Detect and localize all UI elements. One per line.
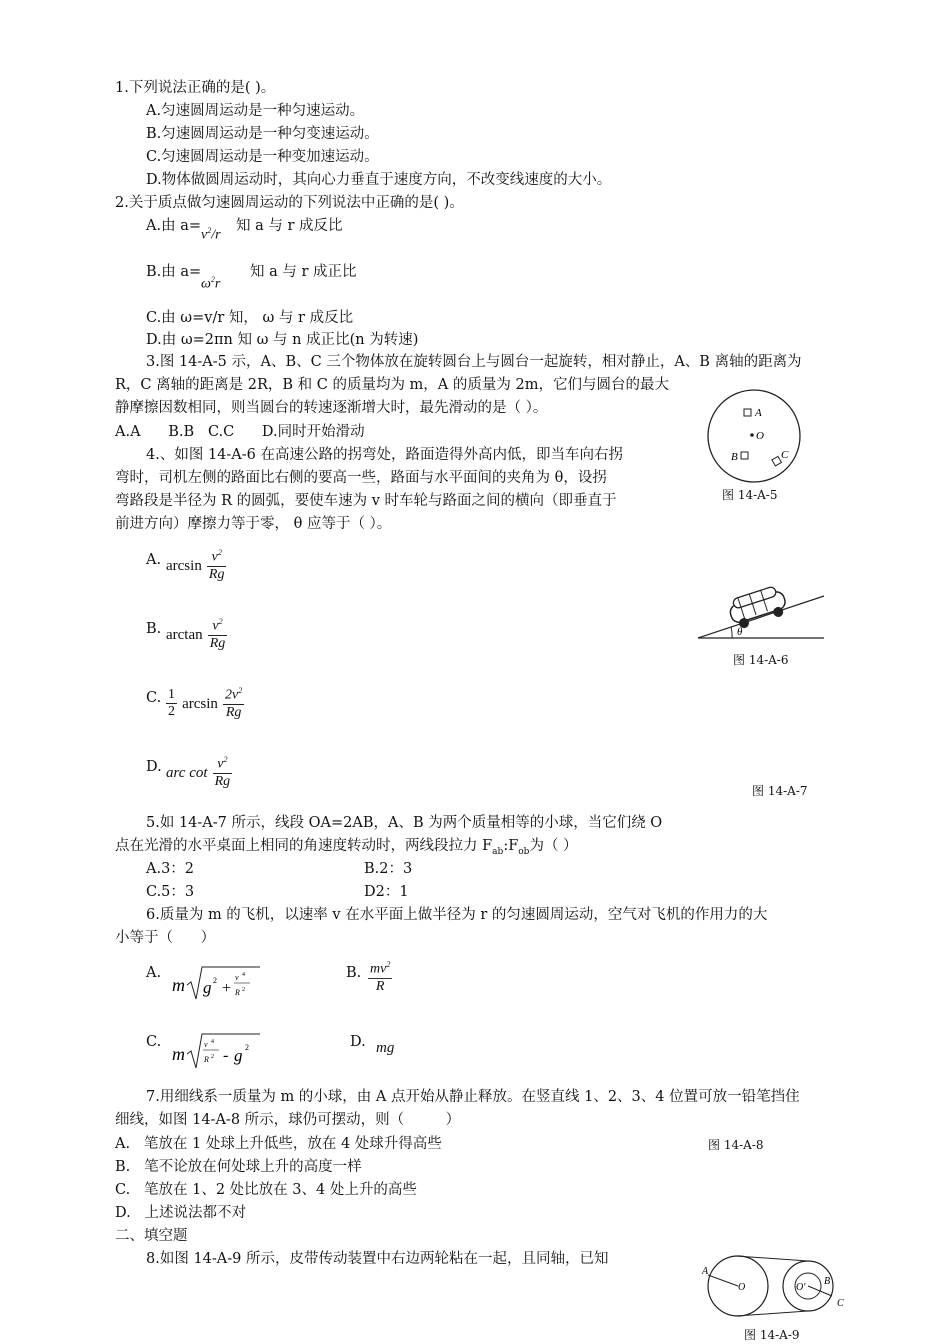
label-a: A (702, 1266, 709, 1277)
q6-option-d-formula: mg (376, 1040, 395, 1056)
object-a (744, 409, 751, 416)
svg-text:m: m (172, 1044, 185, 1064)
q5-line1: 5.如 14-A-7 所示，线段 OA=2AB，A、B 为两个质量相等的小球，当它们绕 O (146, 815, 663, 831)
svg-text:m: m (172, 975, 185, 995)
q4-d-fn: arc cot (166, 764, 208, 781)
q2-option-c: C.由 ω=v/r 知， ω 与 r 成反比 (146, 310, 354, 326)
q4-b-fn: arctan (166, 626, 203, 643)
q5-line2-end: 为（ ） (529, 838, 578, 854)
svg-text:2: 2 (242, 987, 245, 993)
svg-text:R: R (204, 1055, 209, 1064)
q2-option-a-post: 知 a 与 r 成反比 (236, 218, 343, 234)
figure-14-a-6 (696, 568, 826, 642)
q3-options: A.A B.B C.C D.同时开始滑动 (115, 424, 365, 440)
q1-stem: 1.下列说法正确的是( )。 (115, 80, 276, 96)
q5-sub-ob: ob (518, 846, 530, 857)
q2-option-a-pre: A.由 a= (146, 218, 201, 234)
figure-caption-14-a-5: 图 14-A-5 (722, 488, 778, 502)
svg-text:2: 2 (213, 976, 217, 985)
q2-option-b (146, 262, 201, 282)
q5-option-d: D2：1 (364, 884, 409, 900)
q6-option-a-formula (172, 963, 264, 1003)
q4-line1: 4.、如图 14-A-6 在高速公路的拐弯处，路面造得外高内低，即当车向右拐 (146, 447, 623, 463)
q4-option-c-formula: $\frac{1}{2}$ arcsin $\frac{2v^2}{Rg}$ (168, 686, 243, 720)
q4-c-fn: arcsin (182, 695, 218, 712)
q5-line2 (115, 836, 578, 862)
label-b: B (731, 451, 738, 463)
q7-line2: 细线，如图 14-A-8 所示，球仍可摆动，则（ ） (115, 1112, 461, 1128)
q5-line2-mid: :F (503, 838, 519, 854)
q1-option-a: A.匀速圆周运动是一种匀速运动。 (146, 103, 365, 119)
label-b: B (824, 1276, 831, 1287)
q6-line2: 小等于（ ） (115, 930, 216, 946)
q4-line3: 弯路段是半径为 R 的圆弧，要使车速为 v 时车轮与路面之间的横向（即垂直于 (115, 493, 617, 509)
svg-text:4: 4 (242, 972, 245, 978)
figure-14-a-5 (700, 388, 810, 488)
q6-line1: 6.质量为 m 的飞机，以速率 v 在水平面上做半径为 r 的匀速圆周运动，空气对飞机的作用力的大 (146, 907, 768, 923)
q7-option-a: A. 笔放在 1 处球上升低些，放在 4 处球升得高些 (115, 1136, 442, 1152)
belt-bottom (736, 1311, 808, 1316)
q5-option-c: C.5：3 (146, 884, 195, 900)
svg-text:v: v (235, 973, 239, 982)
label-a: A (755, 407, 762, 419)
q6-option-b-formula: $\frac{mv^2}{R}$ (370, 960, 391, 994)
q4-line4: 前进方向）摩擦力等于零， θ 应等于（ ）。 (115, 516, 392, 532)
q7-option-b: B. 笔不论放在何处球上升的高度一样 (115, 1159, 362, 1175)
q2-b-formula: $\omega^2r$ (201, 275, 221, 292)
svg-text:-: - (223, 1047, 229, 1064)
label-c: C (781, 449, 789, 461)
q4-option-a-formula: arcsin $\frac{v^2}{Rg}$ (166, 548, 225, 582)
q5-sub-ab: ab (492, 846, 504, 857)
q1-option-b: B.匀速圆周运动是一种匀变速运动。 (146, 126, 379, 142)
q3-line1: 3.图 14-A-5 示，A、B、C 三个物体放在旋转圆台上与圆台一起旋转，相对静止，A、B 离轴的距离为 (146, 354, 802, 370)
label-o: O (756, 430, 764, 442)
q6-option-c-label: C. (146, 1034, 162, 1050)
svg-text:2: 2 (245, 1043, 249, 1052)
q6-option-a-label: A. (146, 965, 162, 981)
q3-line3: 静摩擦因数相同，则当圆台的转速逐渐增大时，最先滑动的是（ ）。 (115, 400, 548, 416)
svg-text:4: 4 (211, 1039, 214, 1045)
label-o-prime: O' (796, 1282, 806, 1293)
q4-a-fn: arcsin (166, 557, 202, 574)
object-b (741, 452, 748, 459)
belt-top (736, 1256, 808, 1261)
q5-option-a: A.3：2 (146, 861, 195, 877)
center-o (750, 433, 754, 437)
svg-text:g: g (203, 978, 212, 997)
radius-oa (708, 1275, 738, 1286)
q2-option-d: D.由 ω=2πn 知 ω 与 n 成正比(n 为转速) (146, 332, 419, 348)
turntable-circle (708, 390, 800, 482)
q8-line1: 8.如图 14-A-9 所示，皮带传动装置中右边两轮粘在一起，且同轴，已知 (146, 1251, 609, 1267)
svg-text:2: 2 (211, 1054, 214, 1060)
q2-option-b-post: 知 a 与 r 成正比 (250, 264, 357, 280)
svg-text:v: v (204, 1040, 208, 1049)
svg-text:R: R (235, 988, 240, 997)
q3-line2: R，C 离轴的距离是 2R，B 和 C 的质量均为 m，A 的质量为 2m，它们与圆台的最大 (115, 377, 669, 393)
q5-line2-text: 点在光滑的水平桌面上相同的角速度转动时，两线段拉力 F (115, 838, 493, 854)
svg-text:+: + (222, 980, 232, 997)
car-icon (726, 584, 789, 631)
theta-arc (731, 627, 732, 638)
q5-option-b: B.2：3 (364, 861, 413, 877)
figure-caption-14-a-8: 图 14-A-8 (708, 1138, 764, 1152)
q4-option-b-formula: arctan $\frac{v^2}{Rg}$ (166, 617, 226, 651)
q4-line2: 弯时，司机左侧的路面比右侧的要高一些，路面与水平面间的夹角为 θ，设拐 (115, 470, 607, 486)
figure-caption-14-a-9: 图 14-A-9 (744, 1328, 800, 1342)
q1-option-d: D.物体做圆周运动时，其向心力垂直于速度方向，不改变线速度的大小。 (146, 172, 612, 188)
q7-option-d: D. 上述说法都不对 (115, 1205, 247, 1221)
theta-label: θ (737, 626, 743, 638)
q7-line1: 7.用细线系一质量为 m 的小球，由 A 点开始从静止释放。在竖直线 1、2、3、4 位置可放一铅笔挡住 (146, 1089, 800, 1105)
q4-option-c-label: C. (146, 690, 162, 706)
q2-a-formula: $v^2/r$ (201, 226, 221, 243)
radius-oc (808, 1286, 832, 1296)
figure-caption-14-a-6: 图 14-A-6 (733, 653, 789, 667)
figure-caption-14-a-7: 图 14-A-7 (752, 784, 808, 798)
q6-option-d-label: D. (350, 1034, 366, 1050)
q2-stem: 2.关于质点做匀速圆周运动的下列说法中正确的是( )。 (115, 195, 464, 211)
q6-option-b-label: B. (346, 965, 362, 981)
q4-option-d-label: D. (146, 759, 162, 775)
section-title-fill-in: 二、填空题 (115, 1228, 188, 1244)
label-o: O (738, 1282, 746, 1293)
q1-option-c: C.匀速圆周运动是一种变加速运动。 (146, 149, 379, 165)
q6-option-c-formula (172, 1030, 264, 1072)
q4-option-a-label: A. (146, 552, 162, 568)
svg-text:g: g (234, 1046, 243, 1065)
q4-option-b-label: B. (146, 621, 162, 637)
q2-option-a (146, 216, 201, 236)
q2-option-b-pre: B.由 a= (146, 264, 202, 280)
label-c: C (837, 1298, 844, 1309)
q4-option-d-formula: arc cot $\frac{v^2}{Rg}$ (166, 755, 231, 789)
figure-14-a-9 (700, 1248, 850, 1326)
q7-option-c: C. 笔放在 1、2 处比放在 3、4 处上升的高些 (115, 1182, 417, 1198)
